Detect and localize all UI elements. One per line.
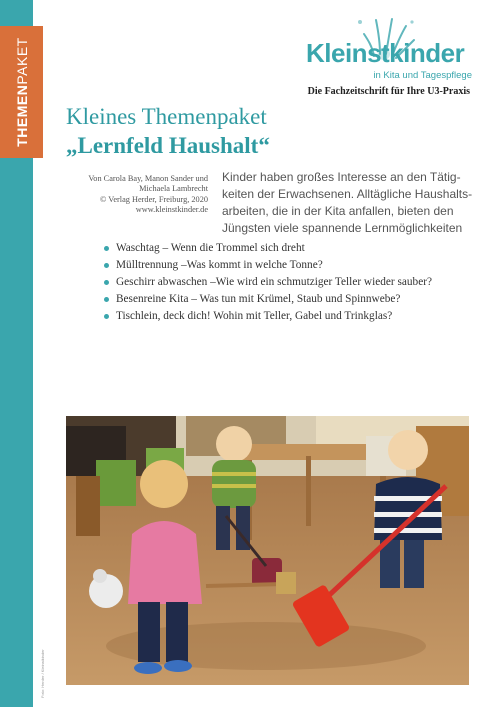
cover-photo [66, 416, 469, 685]
section-tab [0, 26, 43, 158]
topic-item [104, 240, 432, 257]
topic-label: Tischlein, deck dich! Wohin mit Teller, Gabel und Trinkglas? [116, 310, 393, 322]
topic-label: Waschtag – Wenn die Trommel sich dreht [116, 242, 305, 254]
bullet-icon [104, 297, 109, 302]
byline-line: Von Carola Bay, Manon Sander und [88, 174, 208, 183]
photo-credit [40, 640, 48, 698]
photo-illustration [66, 416, 469, 685]
intro-line: keiten der Erwachsenen. Alltägliche Haushalts- [222, 187, 473, 201]
topic-item [104, 257, 432, 274]
bullet-icon [104, 314, 109, 319]
intro-line: Jüngsten viele spannende Lernmöglichkeiten [222, 221, 463, 235]
topic-item [104, 291, 432, 308]
logo-wordmark: Kleinstkinder [306, 38, 465, 68]
intro-line: arbeiten, die in der Kita anfallen, bieten den [222, 204, 454, 218]
topic-item [104, 274, 432, 291]
bullet-icon [104, 263, 109, 268]
byline-line: Michaela Lambrecht [139, 184, 208, 194]
topic-list [104, 240, 432, 325]
bullet-icon [104, 246, 109, 251]
topic-item [104, 308, 432, 325]
bullet-icon [104, 280, 109, 285]
section-tab-light: PAKET [13, 37, 30, 85]
section-tab-bold: THEMEN [13, 84, 30, 147]
topic-label: Besenreine Kita – Was tun mit Krümel, Staub und Spinnwebe? [116, 293, 401, 305]
title-line-1: Kleines Themenpaket [66, 104, 267, 129]
topic-label: Geschirr abwaschen –Wie wird ein schmutziger Teller wieder sauber? [116, 276, 432, 288]
byline-line: © Verlag Herder, Freiburg, 2020 [100, 194, 208, 204]
intro-text [222, 169, 484, 237]
intro-line: Kinder haben großes Interesse an den Tätig- [222, 170, 461, 184]
title-line-2: „Lernfeld Haushalt“ [66, 133, 270, 158]
magazine-logo [290, 16, 480, 96]
photo-credit-text: Foto: Herder / Kleinstkinder [40, 649, 45, 698]
logo-tagline: Die Fachzeitschrift für Ihre U3-Praxis [307, 86, 470, 97]
section-tab-label [0, 26, 43, 158]
byline [62, 174, 208, 216]
byline-url: www.kleinstkinder.de [135, 205, 208, 215]
topic-label: Mülltrennung –Was kommt in welche Tonne? [116, 259, 323, 271]
logo-subline: in Kita und Tagespflege [373, 70, 472, 81]
